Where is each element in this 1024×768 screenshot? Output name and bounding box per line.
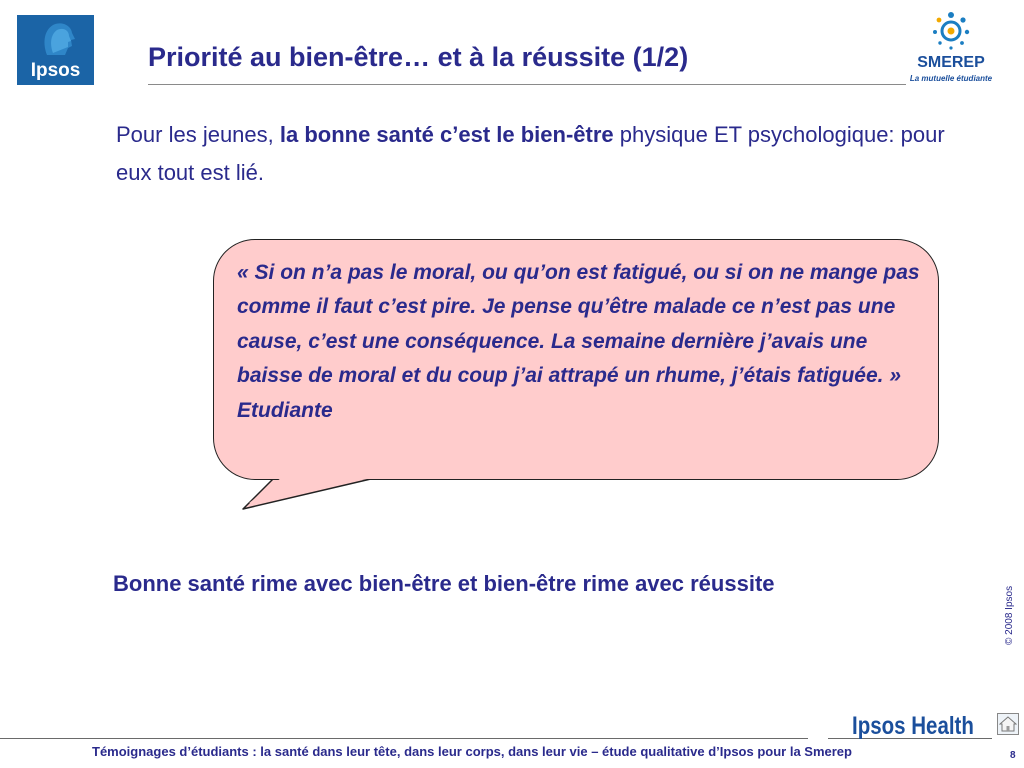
intro-part-1: Pour les jeunes, (116, 122, 280, 147)
ipsos-health-brand: Ipsos Health (852, 712, 974, 740)
conclusion-text: Bonne santé rime avec bien-être et bien-être rime avec réussite (113, 571, 775, 596)
slide-title: Priorité au bien-être… et à la réussite (1/2) (148, 42, 689, 72)
intro-part-2: physique ET psychologique: pour eux tout est lié. (116, 122, 945, 185)
intro-emphasis: la bonne santé c’est le bien-être (279, 122, 614, 147)
smerep-tagline: La mutuelle étudiante (909, 74, 993, 83)
copyright-note: © 2008 Ipsos (1004, 585, 1015, 645)
student-quote: « Si on n’a pas le moral, ou qu’on est fatigué, ou si on ne mange pas comme il faut c’est pire. Je pense qu’être malade ce n’est pas une cause, c’est une conséquence. La semaine dernière j’avais une baisse de moral et du coup j’ai attrapé un rhume, j’étais fatiguée. » Etudiante (237, 261, 920, 422)
footer-text: Témoignages d’étudiants : la santé dans leur tête, dans leur corps, dans leur vie – étude qualitative d’Ipsos pour la Smerep (92, 744, 852, 759)
footer-divider (0, 738, 808, 739)
page-number: 8 (1010, 750, 1016, 761)
home-icon[interactable] (997, 713, 1019, 735)
ipsos-logo-text: Ipsos (30, 60, 81, 81)
smerep-name: SMEREP (917, 54, 985, 71)
